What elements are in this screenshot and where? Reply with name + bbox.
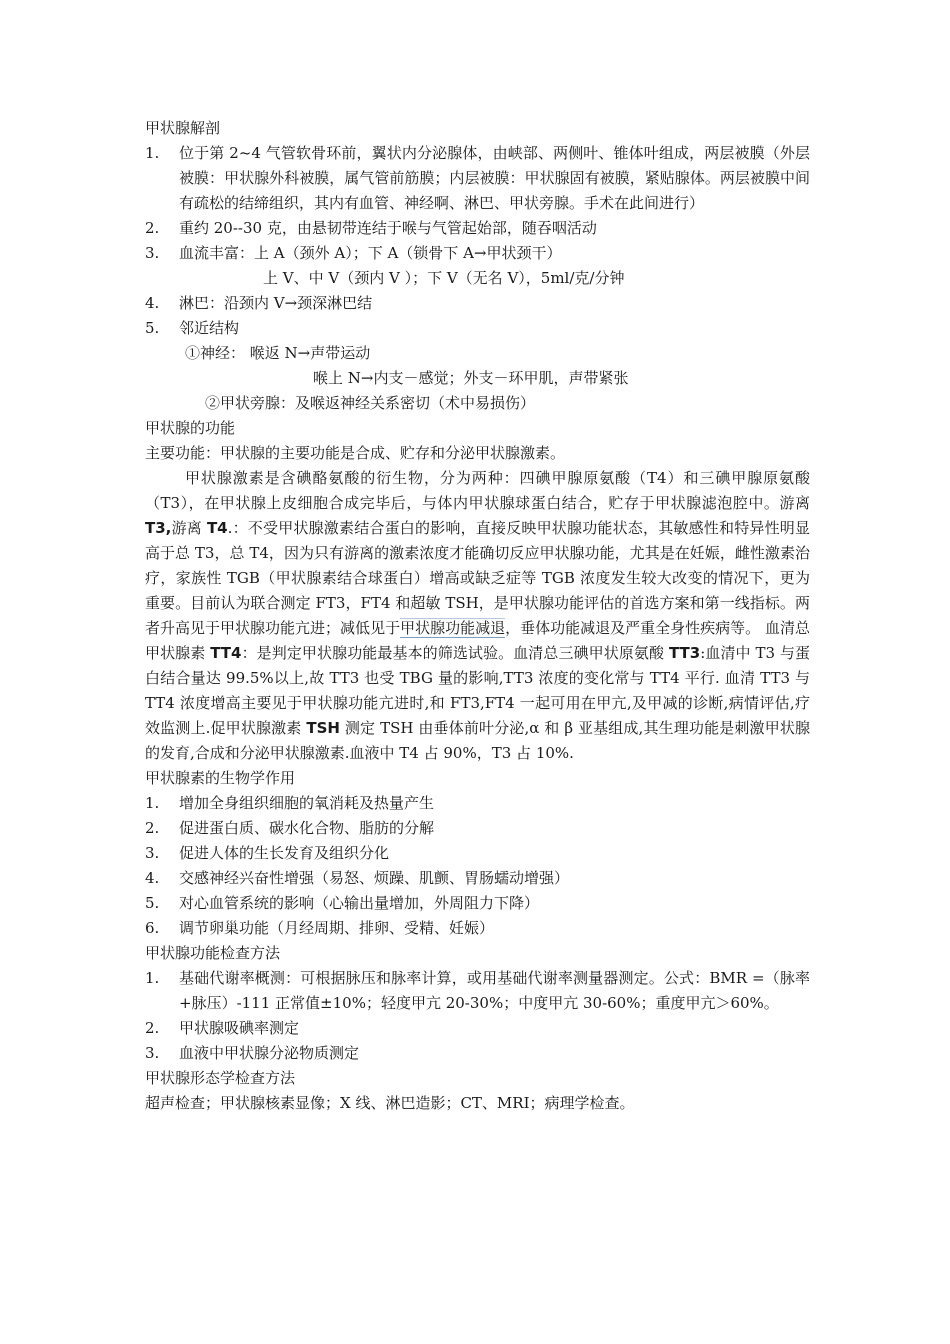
list-number: 4. <box>145 294 160 312</box>
morph-text: 超声检查；甲状腺核素显像；X 线、淋巴造影；CT、MRI；病理学检查。 <box>145 1094 635 1112</box>
list-item <box>145 791 810 816</box>
bold-term: T4 <box>206 519 228 537</box>
list-number: 1. <box>145 969 160 987</box>
function-main: 主要功能：甲状腺的主要功能是合成、贮存和分泌甲状腺激素。 <box>145 444 566 462</box>
list-item <box>145 241 810 266</box>
section-title-function: 甲状腺的功能 <box>145 419 236 437</box>
bold-term: T3, <box>145 519 172 537</box>
list-number: 2. <box>145 819 160 837</box>
para-text: 游离 <box>171 519 207 537</box>
list-item <box>145 141 810 216</box>
section-title-morph: 甲状腺形态学检查方法 <box>145 1069 296 1087</box>
section-title-exam: 甲状腺功能检查方法 <box>145 944 281 962</box>
list-text: 血流丰富：上 A（颈外 A）；下 A（锁骨下 A→甲状颈干） <box>179 244 562 262</box>
blood-vein-line: 上 V、中 V（颈内 V ）；下 V（无名 V），5ml/克/分钟 <box>263 269 625 287</box>
document-page <box>145 116 810 1116</box>
list-item <box>145 816 810 841</box>
list-number: 5. <box>145 319 160 337</box>
list-text: 调节卵巢功能（月经周期、排卵、受精、妊娠） <box>179 919 495 937</box>
list-text: 促进人体的生长发育及组织分化 <box>179 844 390 862</box>
list-text: 重约 20--30 克，由悬韧带连结于喉与气管起始部，随吞咽活动 <box>179 219 597 237</box>
list-number: 2. <box>145 219 160 237</box>
section-title-anatomy: 甲状腺解剖 <box>145 119 221 137</box>
list-text: 基础代谢率概测：可根据脉压和脉率计算，或用基础代谢率测量器测定。公式：BMR =（脉率+脉压）-111 正常值±10%；轻度甲亢 20-30%；中度甲亢 30-60%；重度甲亢＞60%。 <box>179 969 810 1012</box>
list-text: 对心血管系统的影响（心输出量增加，外周阻力下降） <box>179 894 540 912</box>
list-item <box>145 916 810 941</box>
hormone-paragraph <box>145 466 810 766</box>
list-item <box>145 216 810 241</box>
list-text: 交感神经兴奋性增强（易怒、烦躁、肌颤、胃肠蠕动增强） <box>179 869 570 887</box>
list-number: 3. <box>145 844 160 862</box>
para-text: ，垂体功能减退及严重全身性疾病等。 血清总甲状腺素 <box>145 619 810 662</box>
bold-term: TSH <box>306 719 340 737</box>
list-number: 3. <box>145 244 160 262</box>
list-text: 甲状腺吸碘率测定 <box>179 1019 300 1037</box>
list-item <box>145 1016 810 1041</box>
list-text: 血液中甲状腺分泌物质测定 <box>179 1044 360 1062</box>
list-item <box>145 841 810 866</box>
list-text: 促进蛋白质、碳水化合物、脂肪的分解 <box>179 819 435 837</box>
para-text: 测定 TSH 由垂体前叶分泌,α 和 β 亚基组成,其生理功能是刺激甲状腺的发育,合成和分泌甲状腺激素.血液中 T4 占 90%，T3 占 10%. <box>145 719 810 762</box>
bold-term: TT4 <box>210 644 242 662</box>
hypothyroidism-link[interactable]: 甲状腺功能减退 <box>400 619 506 637</box>
list-item <box>145 291 810 316</box>
list-item <box>145 1041 810 1066</box>
list-item <box>145 966 810 1016</box>
list-text: 增加全身组织细胞的氧消耗及热量产生 <box>179 794 435 812</box>
list-number: 5. <box>145 894 160 912</box>
nerve-line: 喉上 N→内支－感觉；外支－环甲肌，声带紧张 <box>313 369 629 387</box>
para-text: .：不受甲状腺激素结合蛋白的影响，直接反映甲状腺功能状态，其敏感性和特异性明显高于总 T3，总 T4，因为只有游离的激素浓度才能确切反应甲状腺功能，尤其是在妊娠，雌性激素治疗，家族性 TGB（甲状腺素结合球蛋白）增高或缺乏症等 TGB 浓度发生较大改变的情况下，更为重要。目前认为联合测定 FT3，FT4 和超敏 TSH，是甲状腺功能评估的首选方案和第一线指标。两者升高见于甲状腺功能亢进；减低见于 <box>145 519 810 637</box>
parathyroid-line: ②甲状旁腺：及喉返神经关系密切（术中易损伤） <box>205 394 536 412</box>
para-text: ：是判定甲状腺功能最基本的筛选试验。血清总三碘甲状原氨酸 <box>241 644 669 662</box>
nerve-line: ①神经： 喉返 N→声带运动 <box>185 344 371 362</box>
list-text: 位于第 2~4 气管软骨环前，翼状内分泌腺体，由峡部、两侧叶、锥体叶组成，两层被膜（外层被膜：甲状腺外科被膜，属气管前筋膜；内层被膜：甲状腺固有被膜，紧贴腺体。两层被膜中间有疏松的结缔组织，其内有血管、神经啊、淋巴、甲状旁腺。手术在此间进行） <box>179 144 810 212</box>
bold-term: TT3 <box>668 644 701 662</box>
list-item <box>145 866 810 891</box>
list-item <box>145 891 810 916</box>
list-text: 邻近结构 <box>179 319 240 337</box>
list-item <box>145 316 810 341</box>
list-number: 3. <box>145 1044 160 1062</box>
list-number: 1. <box>145 794 160 812</box>
list-text: 淋巴：沿颈内 V→颈深淋巴结 <box>179 294 373 312</box>
list-number: 2. <box>145 1019 160 1037</box>
para-text: 甲状腺激素是含碘酪氨酸的衍生物，分为两种：四碘甲腺原氨酸（T4）和三碘甲腺原氨酸（T3），在甲状腺上皮细胞合成完毕后，与体内甲状腺球蛋白结合，贮存于甲状腺滤泡腔中。游离 <box>145 469 810 512</box>
list-number: 4. <box>145 869 160 887</box>
list-number: 1. <box>145 144 160 162</box>
section-title-bio: 甲状腺素的生物学作用 <box>145 769 296 787</box>
list-number: 6. <box>145 919 160 937</box>
para-text: :血清中 T3 与蛋白结合量达 99.5%以上,故 TT3 也受 TBG 量的影响,TT3 浓度的变化常与 TT4 平行. 血清 TT3 与 TT4 浓度增高主要见于甲状腺功能亢进时,和 FT3,FT4 一起可用在甲亢,及甲减的诊断,病情评估,疗效监测上.促甲状腺激素 <box>145 644 810 737</box>
